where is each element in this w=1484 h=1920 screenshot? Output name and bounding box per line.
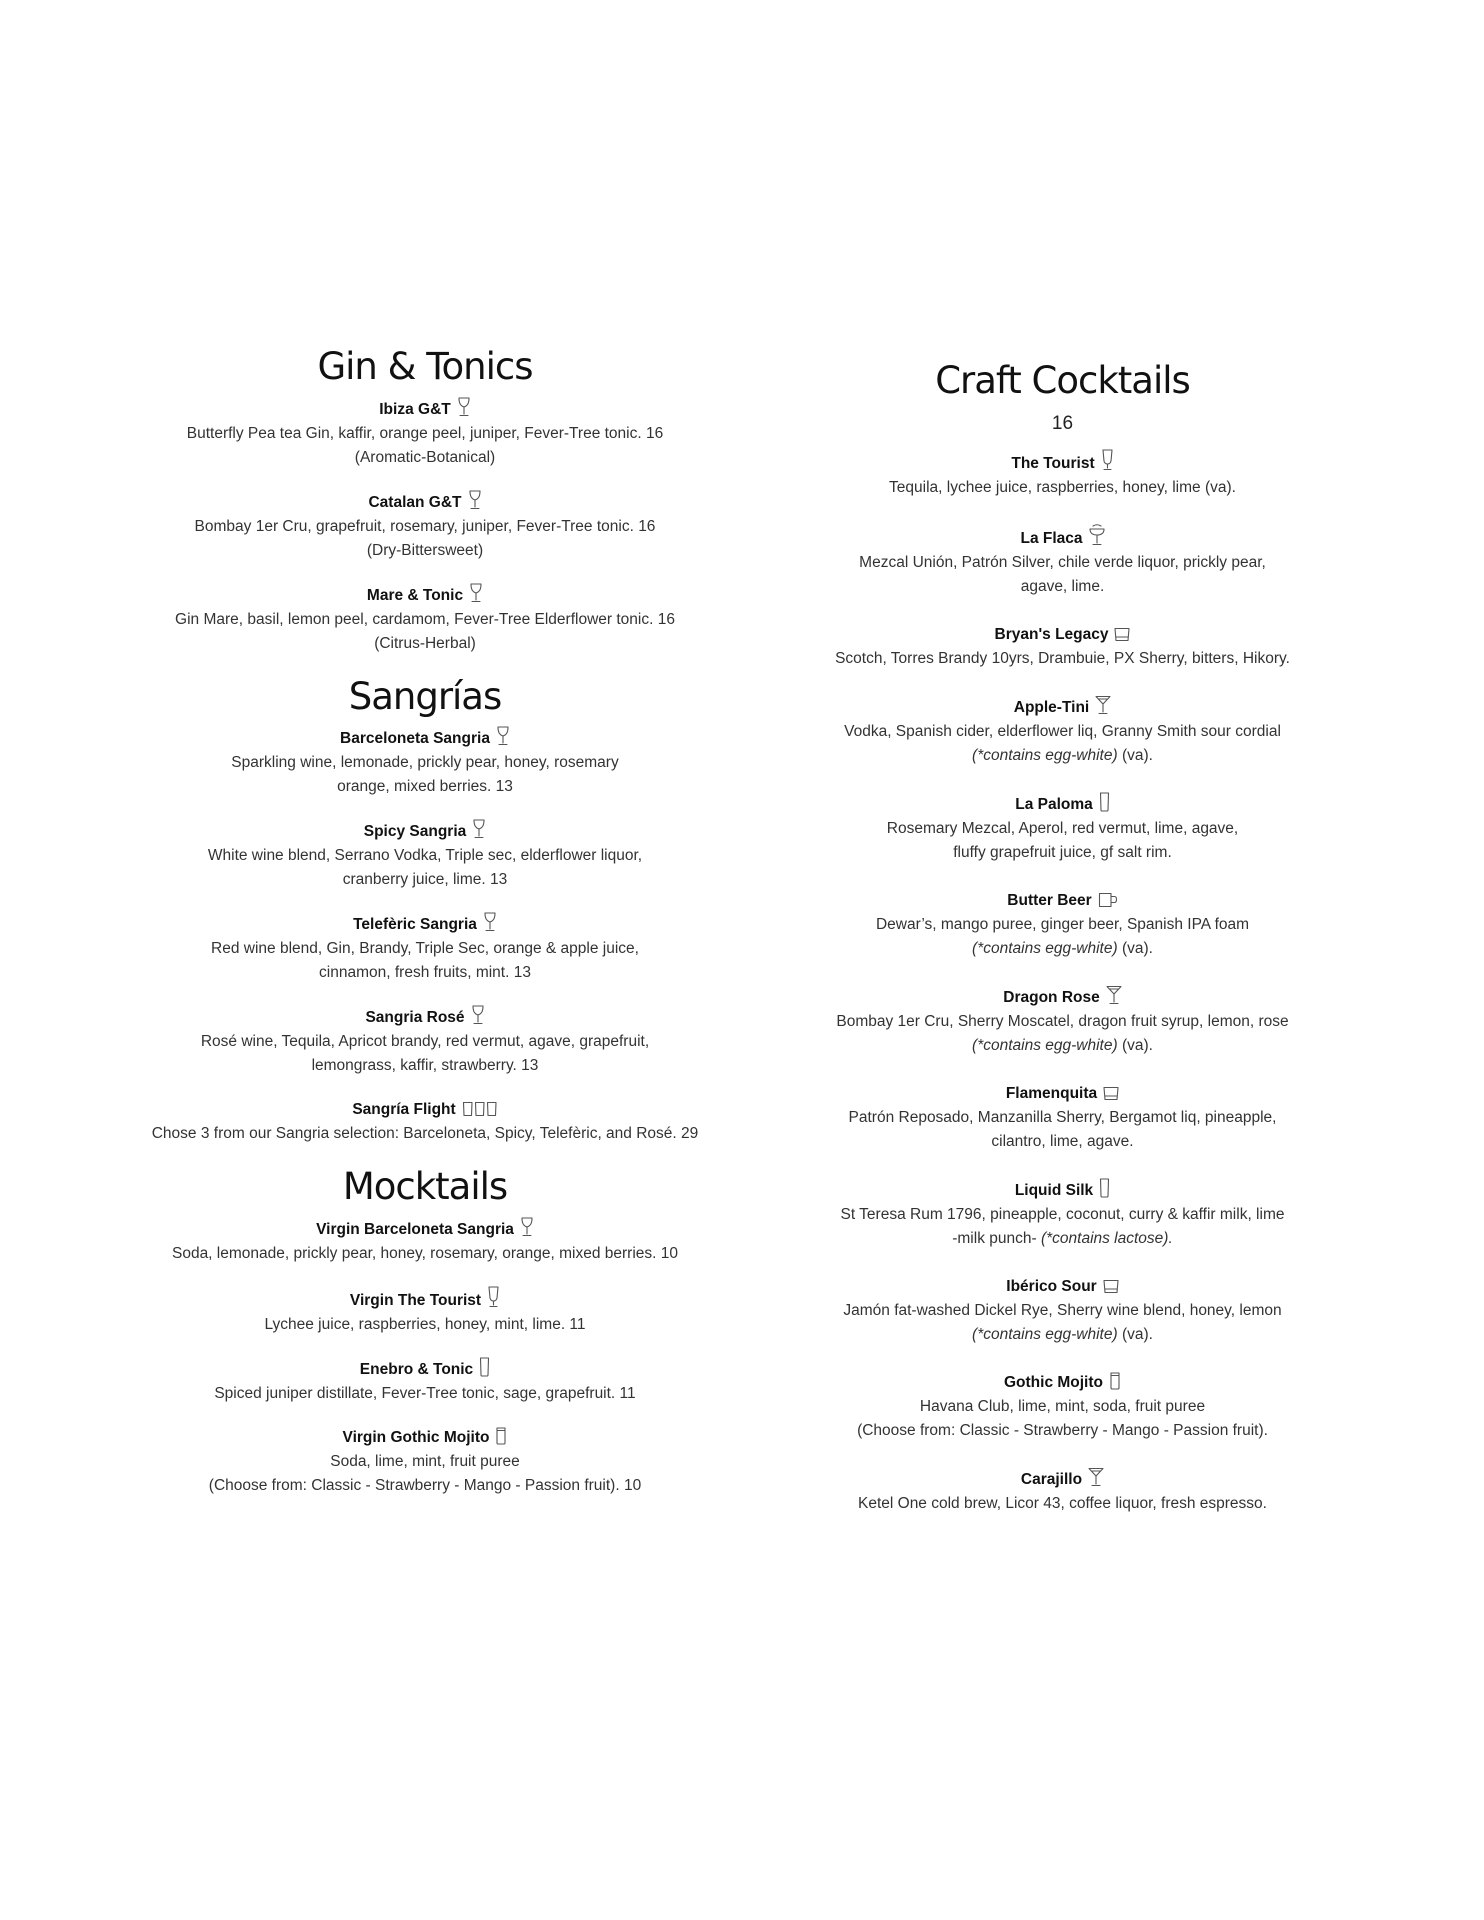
item-description: Rosemary Mezcal, Aperol, red vermut, lime, agave, xyxy=(886,819,1239,837)
wine-glass-icon xyxy=(496,726,510,746)
item-name xyxy=(785,623,1340,647)
menu-item xyxy=(130,819,720,892)
item-description: (Citrus-Herbal) xyxy=(374,634,476,652)
item-description: Gin Mare, basil, lemon peel, cardamom, Fever-Tree Elderflower tonic. 16 xyxy=(175,610,675,628)
item-note-suffix: (va). xyxy=(1117,1036,1153,1054)
item-name-text: Virgin Barceloneta Sangria xyxy=(316,1220,514,1238)
item-name-text: La Paloma xyxy=(1015,795,1093,813)
item-name-text: Virgin Gothic Mojito xyxy=(342,1428,490,1446)
item-name xyxy=(130,819,720,844)
item-description: Red wine blend, Gin, Brandy, Triple Sec, orange & apple juice, xyxy=(211,940,639,958)
item-name xyxy=(785,1371,1340,1395)
item-allergen-note: (*contains lactose). xyxy=(1040,1229,1173,1247)
rocks-glass-icon xyxy=(1103,1086,1119,1101)
item-note xyxy=(785,937,1340,961)
item-name-text: La Flaca xyxy=(1020,529,1083,547)
menu-item xyxy=(785,1178,1340,1251)
menu-item xyxy=(785,1275,1340,1347)
highball-glass-icon xyxy=(1099,1178,1110,1198)
item-description: Scotch, Torres Brandy 10yrs, Drambuie, PX Sherry, bitters, Hikory. xyxy=(835,649,1290,667)
menu-item xyxy=(130,1005,720,1078)
wine-glass-icon xyxy=(469,583,483,603)
menu-item xyxy=(785,695,1340,768)
item-name xyxy=(130,397,720,422)
item-name-text: The Tourist xyxy=(1011,454,1095,472)
wine-glass-icon xyxy=(483,912,497,932)
section-title-mocktails: Mocktails xyxy=(342,1165,508,1209)
menu-item xyxy=(130,1217,720,1266)
item-name xyxy=(130,726,720,751)
item-description: cranberry juice, lime. 13 xyxy=(342,871,508,889)
item-note xyxy=(785,1323,1340,1347)
item-name-text: Butter Beer xyxy=(1007,891,1092,909)
item-note-suffix: (va). xyxy=(1117,939,1153,957)
item-description: White wine blend, Serrano Vodka, Triple sec, elderflower liquor, xyxy=(207,847,643,865)
item-description: Bombay 1er Cru, Sherry Moscatel, dragon fruit syrup, lemon, rose xyxy=(836,1012,1289,1030)
highball-glass-icon xyxy=(479,1357,490,1377)
item-name-text: Liquid Silk xyxy=(1014,1181,1094,1199)
item-name-text: Flamenquita xyxy=(1005,1084,1098,1102)
item-name-text: Ibiza G&T xyxy=(379,400,451,418)
item-description: Lychee juice, raspberries, honey, mint, lime. 11 xyxy=(264,1315,586,1333)
menu-item xyxy=(130,490,720,563)
menu-item xyxy=(785,623,1340,671)
section-title-sangr-as: Sangrías xyxy=(348,674,502,718)
martini-glass-icon xyxy=(1106,985,1122,1005)
item-note-suffix: (va). xyxy=(1117,746,1153,764)
item-description: (Dry-Bittersweet) xyxy=(366,541,484,559)
tulip-glass-icon xyxy=(1101,449,1114,471)
menu-item xyxy=(130,1357,720,1406)
item-note-prefix: -milk punch- xyxy=(952,1229,1041,1247)
item-description: Mezcal Unión, Patrón Silver, chile verde liquor, prickly pear, xyxy=(859,553,1266,571)
menu-item xyxy=(785,985,1340,1058)
item-name-text: Mare & Tonic xyxy=(366,586,464,604)
item-allergen-note: (*contains egg-white) xyxy=(972,1036,1118,1054)
item-description: St Teresa Rum 1796, pineapple, coconut, curry & kaffir milk, lime xyxy=(840,1205,1285,1223)
menu-item xyxy=(785,524,1340,599)
item-name-text: Sangria Rosé xyxy=(365,1009,465,1027)
item-allergen-note: (*contains egg-white) xyxy=(972,746,1118,764)
martini-glass-icon xyxy=(1095,695,1111,715)
left-column xyxy=(130,346,720,1504)
item-name-text: Bryan's Legacy xyxy=(994,625,1109,643)
martini-glass-icon xyxy=(1088,1467,1104,1487)
item-name-text: Ibérico Sour xyxy=(1006,1277,1097,1295)
menu-item xyxy=(130,912,720,985)
item-name-text: Carajillo xyxy=(1020,1470,1083,1488)
jar-glass-icon xyxy=(1109,1372,1121,1390)
menu-item xyxy=(785,889,1340,961)
wine-glass-icon xyxy=(468,490,482,510)
item-allergen-note: (*contains egg-white) xyxy=(972,939,1118,957)
tulip-glass-icon xyxy=(487,1286,500,1308)
item-name xyxy=(785,1275,1340,1299)
wine-glass-icon xyxy=(472,819,486,839)
item-description: Dewar’s, mango puree, ginger beer, Spanish IPA foam xyxy=(875,915,1250,933)
item-name xyxy=(130,1098,720,1122)
item-name-text: Gothic Mojito xyxy=(1003,1373,1103,1391)
item-description: Rosé wine, Tequila, Apricot brandy, red vermut, agave, grapefruit, xyxy=(200,1033,650,1051)
item-name-text: Catalan G&T xyxy=(368,493,462,511)
item-description: Patrón Reposado, Manzanilla Sherry, Bergamot liq, pineapple, xyxy=(848,1108,1277,1126)
margarita-glass-icon xyxy=(1089,524,1105,546)
item-description: (Choose from: Classic - Strawberry - Mango - Passion fruit). xyxy=(857,1421,1268,1439)
menu-item xyxy=(130,726,720,799)
item-name-text: Virgin The Tourist xyxy=(349,1291,482,1309)
menu-item xyxy=(785,449,1340,500)
menu-item xyxy=(785,792,1340,865)
item-note xyxy=(785,1034,1340,1058)
item-name-text: Apple-Tini xyxy=(1013,698,1090,716)
menu-item xyxy=(130,1286,720,1337)
item-allergen-note: (*contains egg-white) xyxy=(972,1325,1118,1343)
item-description: cinnamon, fresh fruits, mint. 13 xyxy=(319,964,531,982)
item-description: Butterfly Pea tea Gin, kaffir, orange peel, juniper, Fever-Tree tonic. 16 xyxy=(186,424,664,442)
item-name xyxy=(130,1005,720,1030)
item-name xyxy=(785,524,1340,551)
highball-glass-icon xyxy=(1099,792,1110,812)
item-name xyxy=(785,449,1340,476)
item-name-text: Sangría Flight xyxy=(352,1101,456,1119)
right-column xyxy=(785,360,1340,1540)
item-description: Jamón fat-washed Dickel Rye, Sherry wine blend, honey, lemon xyxy=(843,1301,1282,1319)
rocks-glass-icon xyxy=(1103,1279,1119,1294)
item-name xyxy=(785,889,1340,913)
menu-item xyxy=(130,583,720,656)
item-description: Soda, lime, mint, fruit puree xyxy=(330,1452,520,1470)
item-name xyxy=(785,985,1340,1010)
wine-glass-icon xyxy=(471,1005,485,1025)
item-description: agave, lime. xyxy=(1020,577,1105,595)
item-name xyxy=(785,695,1340,720)
item-name-text: Spicy Sangria xyxy=(363,823,467,841)
item-description: lemongrass, kaffir, strawberry. 13 xyxy=(311,1057,539,1075)
item-description: Tequila, lychee juice, raspberries, honey, lime (va). xyxy=(889,478,1236,496)
section-title-craft-cocktails: Craft Cocktails xyxy=(935,359,1190,402)
item-name xyxy=(130,583,720,608)
item-name xyxy=(785,1082,1340,1106)
menu-item xyxy=(130,1426,720,1498)
item-description: Chose 3 from our Sangria selection: Barceloneta, Spicy, Telefèric, and Rosé. 29 xyxy=(151,1125,699,1143)
wine-glass-icon xyxy=(457,397,471,417)
flight-glasses-icon xyxy=(462,1101,498,1117)
menu-item xyxy=(785,1467,1340,1516)
item-name xyxy=(130,490,720,515)
item-description: orange, mixed berries. 13 xyxy=(337,778,513,796)
item-name xyxy=(130,1217,720,1242)
item-name xyxy=(785,1178,1340,1203)
item-description: Vodka, Spanish cider, elderflower liq, Granny Smith sour cordial xyxy=(844,722,1281,740)
menu-item xyxy=(130,1098,720,1146)
item-name xyxy=(130,1357,720,1382)
craft-cocktails-price: 16 xyxy=(1051,412,1074,434)
section-title-gin-tonics: Gin & Tonics xyxy=(317,345,533,388)
item-name-text: Telefèric Sangria xyxy=(353,916,477,934)
item-description: Bombay 1er Cru, grapefruit, rosemary, juniper, Fever-Tree tonic. 16 xyxy=(194,517,656,535)
item-note xyxy=(785,744,1340,768)
menu-item xyxy=(785,1371,1340,1443)
item-description: Spiced juniper distillate, Fever-Tree tonic, sage, grapefruit. 11 xyxy=(214,1384,636,1402)
item-description: cilantro, lime, agave. xyxy=(991,1132,1134,1150)
item-name xyxy=(130,1426,720,1450)
item-description: Havana Club, lime, mint, soda, fruit puree xyxy=(919,1397,1206,1415)
item-name xyxy=(785,1467,1340,1492)
rocks-glass-icon xyxy=(1114,627,1130,642)
item-note xyxy=(785,1227,1340,1251)
item-description: Ketel One cold brew, Licor 43, coffee liquor, fresh espresso. xyxy=(858,1494,1267,1512)
wine-glass-icon xyxy=(520,1217,534,1237)
item-description: Soda, lemonade, prickly pear, honey, rosemary, orange, mixed berries. 10 xyxy=(171,1244,679,1262)
item-description: (Aromatic-Botanical) xyxy=(354,448,496,466)
item-note-suffix: (va). xyxy=(1117,1325,1153,1343)
item-name xyxy=(785,792,1340,817)
item-name xyxy=(130,1286,720,1313)
item-name-text: Enebro & Tonic xyxy=(359,1360,474,1378)
item-description: (Choose from: Classic - Strawberry - Mango - Passion fruit). 10 xyxy=(208,1476,642,1494)
item-name-text: Barceloneta Sangria xyxy=(340,730,490,748)
mug-icon xyxy=(1098,892,1118,908)
menu-item xyxy=(785,1082,1340,1154)
item-name xyxy=(130,912,720,937)
item-name-text: Dragon Rose xyxy=(1003,988,1100,1006)
item-description: Sparkling wine, lemonade, prickly pear, honey, rosemary xyxy=(231,754,619,772)
menu-item xyxy=(130,397,720,470)
jar-glass-icon xyxy=(495,1427,507,1445)
item-description: fluffy grapefruit juice, gf salt rim. xyxy=(953,843,1172,861)
